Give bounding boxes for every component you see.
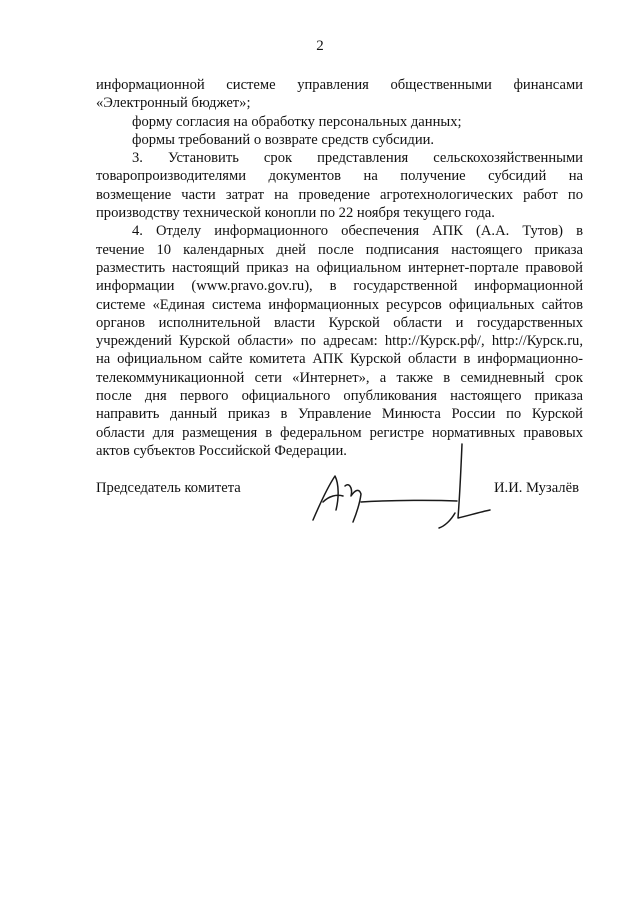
text-line: телекоммуникационной сети «Интернет», а также в семидневный срок (96, 369, 583, 386)
text-line: системе «Единая система информационных ресурсов официальных сайтов (96, 296, 583, 313)
text-line: актов субъектов Российской Федерации. (96, 442, 347, 459)
text-line: форму согласия на обработку персональных данных; (132, 113, 462, 130)
text-line: производству технической конопли по 22 ноября текущего года. (96, 205, 495, 222)
text-line: области для размещения в федеральном регистре нормативных правовых (96, 424, 583, 441)
text-line: информационной системе управления общественными финансами (96, 77, 583, 93)
text-line: формы требований о возврате средств субсидии. (132, 131, 435, 148)
text-line: возмещение части затрат на проведение агротехнологических работ по (96, 186, 583, 203)
signer-name: И.И. Музалёв (494, 480, 579, 496)
signer-position: Председатель комитета (96, 480, 241, 496)
text-line: разместить настоящий приказ на официальном интернет-портале правовой (96, 259, 583, 276)
page-number: 2 (316, 38, 324, 54)
text-line: товаропроизводителями документов на получение субсидий на (96, 168, 583, 185)
text-line: 3. Установить срок представления сельскохозяйственными (132, 150, 583, 167)
text-line: 4. Отделу информационного обеспечения АПК (А.А. Тутов) в (132, 223, 583, 240)
handwritten-signature (305, 440, 495, 540)
text-line: информации (www.pravo.gov.ru), в государственной информационной (96, 278, 583, 295)
text-line: течение 10 календарных дней после подписания настоящего приказа (96, 241, 583, 258)
text-line: учреждений Курской области» по адресам: http://Курск.рф/, http://Курск.ru, (96, 333, 583, 350)
text-line: «Электронный бюджет»; (96, 95, 251, 112)
text-line: направить данный приказ в Управление Минюста России по Курской (96, 406, 583, 423)
document-body (96, 76, 583, 460)
text-line: после дня первого официального опубликования настоящего приказа (96, 388, 583, 405)
text-line: органов исполнительной власти Курской области и государственных (96, 314, 583, 331)
text-line: на официальном сайте комитета АПК Курской области в информационно- (96, 351, 583, 368)
